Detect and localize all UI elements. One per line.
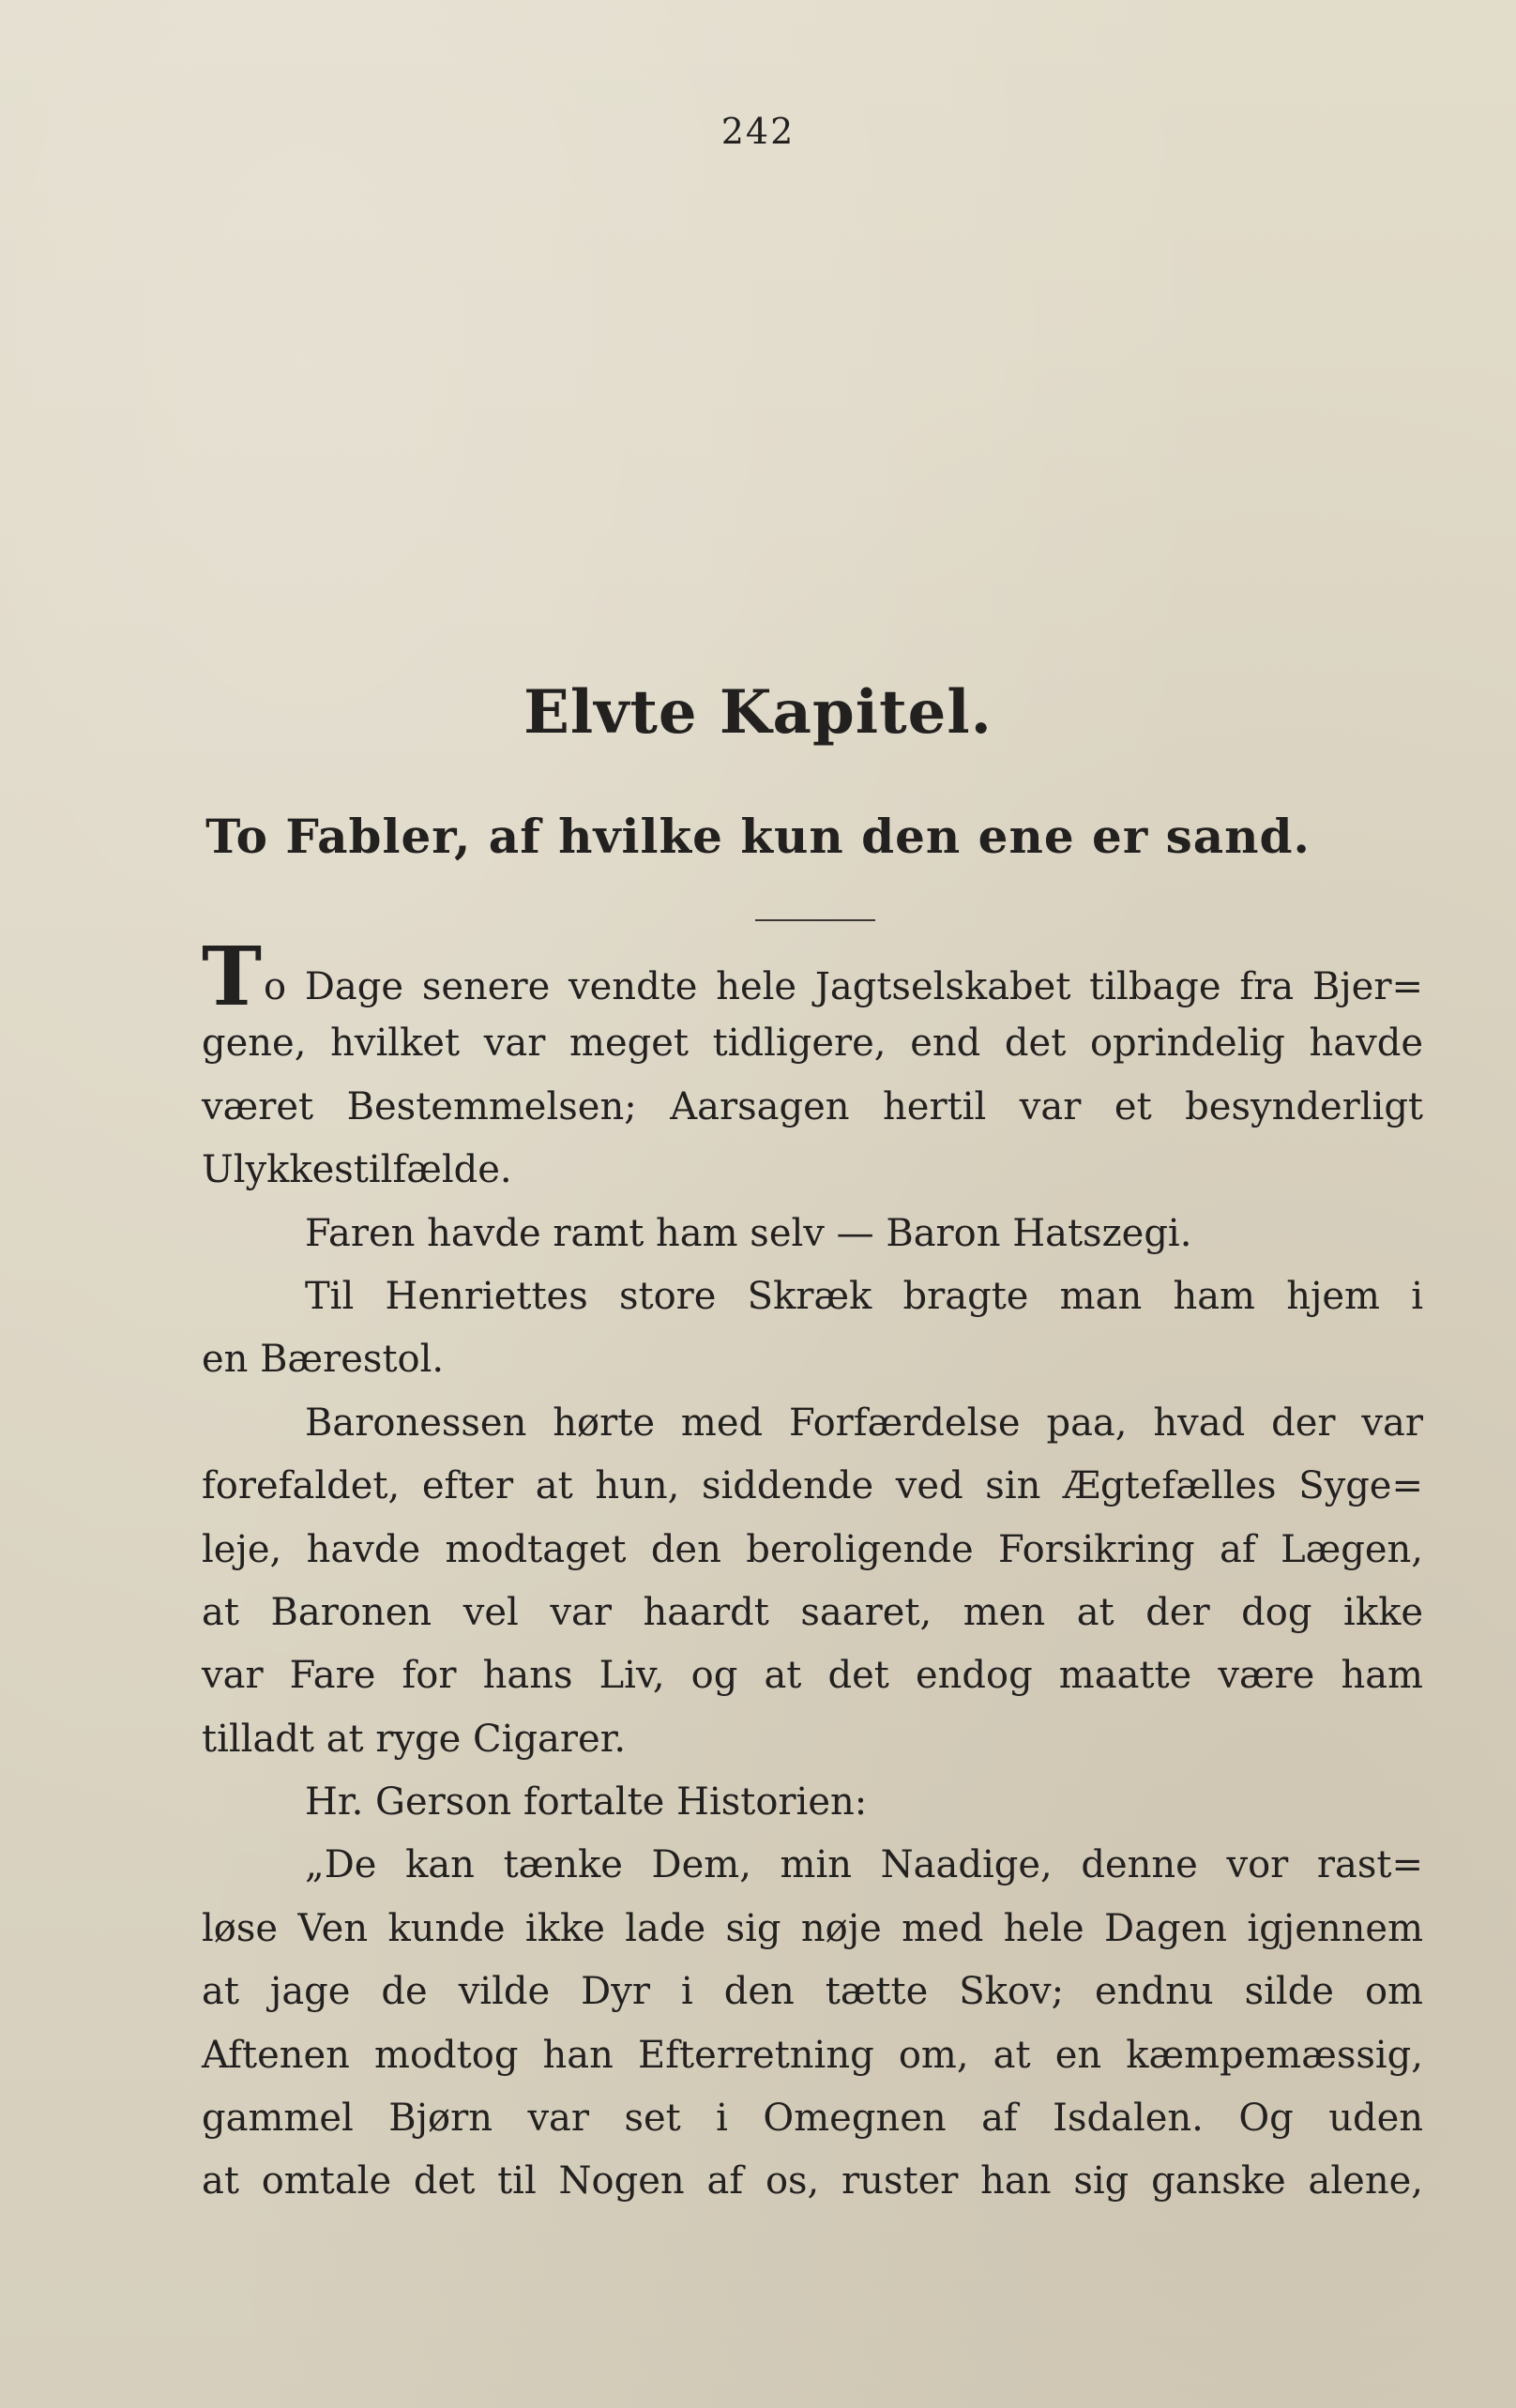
- text-line: at Baronen vel var haardt saaret, men at der dog ikke: [202, 1590, 1423, 1634]
- chapter-title: Elvte Kapitel.: [523, 677, 993, 748]
- section-divider: [755, 919, 875, 921]
- text-line: at jage de vilde Dyr i den tætte Skov; endnu silde om: [202, 1970, 1423, 2014]
- text-line: løse Ven kunde ikke lade sig nøje med hele Dagen igjennem: [202, 1906, 1423, 1950]
- text-line: Hr. Gerson fortalte Historien:: [305, 1780, 868, 1825]
- text-line: [202, 930, 1423, 1024]
- text-line: at omtale det til Nogen af os, ruster han sig ganske alene,: [202, 2159, 1423, 2204]
- chapter-body: [202, 930, 1423, 2214]
- text-line: „De kan tænke Dem, min Naadige, denne vor rast=: [305, 1843, 1423, 1887]
- text-line: Ulykkestilfælde.: [202, 1148, 512, 1192]
- text-line: tilladt at ryge Cigarer.: [202, 1717, 627, 1761]
- text-line: Til Henriettes store Skræk bragte man ham hjem i: [305, 1274, 1423, 1318]
- drop-cap-initial: T: [202, 930, 262, 1024]
- text-line: forefaldet, efter at hun, siddende ved sin Ægtefælles Syge=: [202, 1464, 1423, 1508]
- text-line: Faren havde ramt ham selv — Baron Hatszegi.: [305, 1211, 1192, 1255]
- text-line: været Bestemmelsen; Aarsagen hertil var et besynderligt: [202, 1084, 1423, 1128]
- text-line: gene, hvilket var meget tidligere, end det oprindelig havde: [202, 1022, 1423, 1066]
- text-line: var Fare for hans Liv, og at det endog maatte være ham: [202, 1654, 1423, 1698]
- chapter-subtitle: To Fabler, af hvilke kun den ene er sand.: [205, 809, 1311, 864]
- text-line: gammel Bjørn var set i Omegnen af Isdalen. Og uden: [202, 2097, 1423, 2141]
- page-number: 242: [720, 111, 796, 152]
- text-line: Baronessen hørte med Forfærdelse paa, hvad der var: [305, 1401, 1423, 1445]
- text-line: leje, havde modtaget den beroligende Forsikring af Lægen,: [202, 1527, 1423, 1571]
- text-line-content: o Dage senere vendte hele Jagtselskabet tilbage fra Bjer=: [264, 965, 1423, 1008]
- text-line: Aftenen modtog han Efterretning om, at en kæmpemæssig,: [202, 2033, 1423, 2077]
- text-line: en Bærestol.: [202, 1338, 445, 1382]
